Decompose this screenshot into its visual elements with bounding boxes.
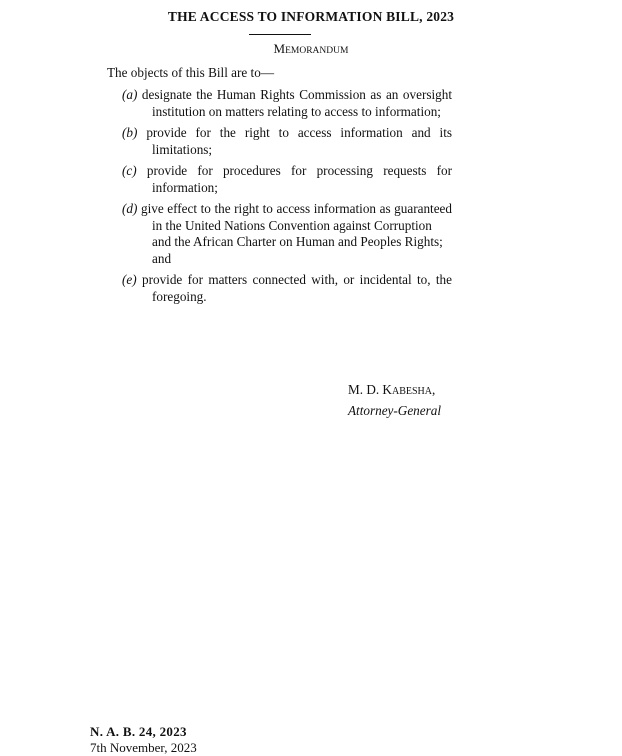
bill-number: N. A. B. 24, 2023 bbox=[90, 724, 187, 739]
item-marker: (e) bbox=[122, 272, 137, 287]
item-line: and the African Charter on Human and Peoples Rights; bbox=[152, 234, 443, 249]
signatory-name-comma: , bbox=[431, 382, 436, 397]
object-item-d bbox=[122, 201, 452, 267]
item-line bbox=[122, 272, 452, 289]
item-text: give effect to the right to access information as guaranteed bbox=[140, 201, 453, 216]
memorandum-heading bbox=[0, 41, 622, 57]
item-text: provide for matters connected with, or incidental to, the bbox=[141, 272, 452, 287]
object-item-e bbox=[122, 272, 452, 305]
memorandum-initial: M bbox=[273, 41, 286, 56]
signatory-name-smallcaps: ABESHA bbox=[391, 386, 432, 397]
item-line: and bbox=[152, 250, 172, 266]
signature-block bbox=[348, 380, 441, 420]
memorandum-rest: EMORANDUM bbox=[285, 46, 349, 56]
signatory-name bbox=[348, 380, 441, 401]
item-line: information; bbox=[152, 179, 218, 195]
title-divider bbox=[249, 34, 311, 35]
item-line: institution on matters relating to access to information; bbox=[152, 103, 441, 119]
object-item-c bbox=[122, 163, 452, 196]
object-item-a bbox=[122, 87, 452, 120]
item-text: designate the Human Rights Commission as an oversight bbox=[141, 87, 453, 102]
document-title: THE ACCESS TO INFORMATION BILL, 2023 bbox=[167, 9, 455, 24]
bill-date: 7th November, 2023 bbox=[90, 740, 197, 755]
item-line bbox=[122, 87, 452, 104]
item-marker: (c) bbox=[122, 163, 137, 178]
signatory-role: Attorney-General bbox=[348, 403, 442, 418]
item-line bbox=[122, 163, 452, 180]
item-line: foregoing. bbox=[152, 288, 207, 304]
item-line: in the United Nations Convention against Corruption bbox=[152, 217, 432, 233]
item-marker: (b) bbox=[122, 125, 138, 140]
item-marker: (d) bbox=[122, 201, 138, 216]
item-line: limitations; bbox=[152, 141, 213, 157]
item-line bbox=[122, 201, 452, 218]
object-item-b bbox=[122, 125, 452, 158]
signatory-name-initials: M. D. K bbox=[348, 382, 392, 397]
intro-text: The objects of this Bill are to— bbox=[107, 65, 275, 80]
item-text: provide for the right to access information and its bbox=[146, 125, 453, 140]
item-marker: (a) bbox=[122, 87, 138, 102]
item-line bbox=[122, 125, 452, 142]
item-text: provide for procedures for processing requests for bbox=[146, 163, 452, 178]
footer-block bbox=[90, 724, 197, 756]
